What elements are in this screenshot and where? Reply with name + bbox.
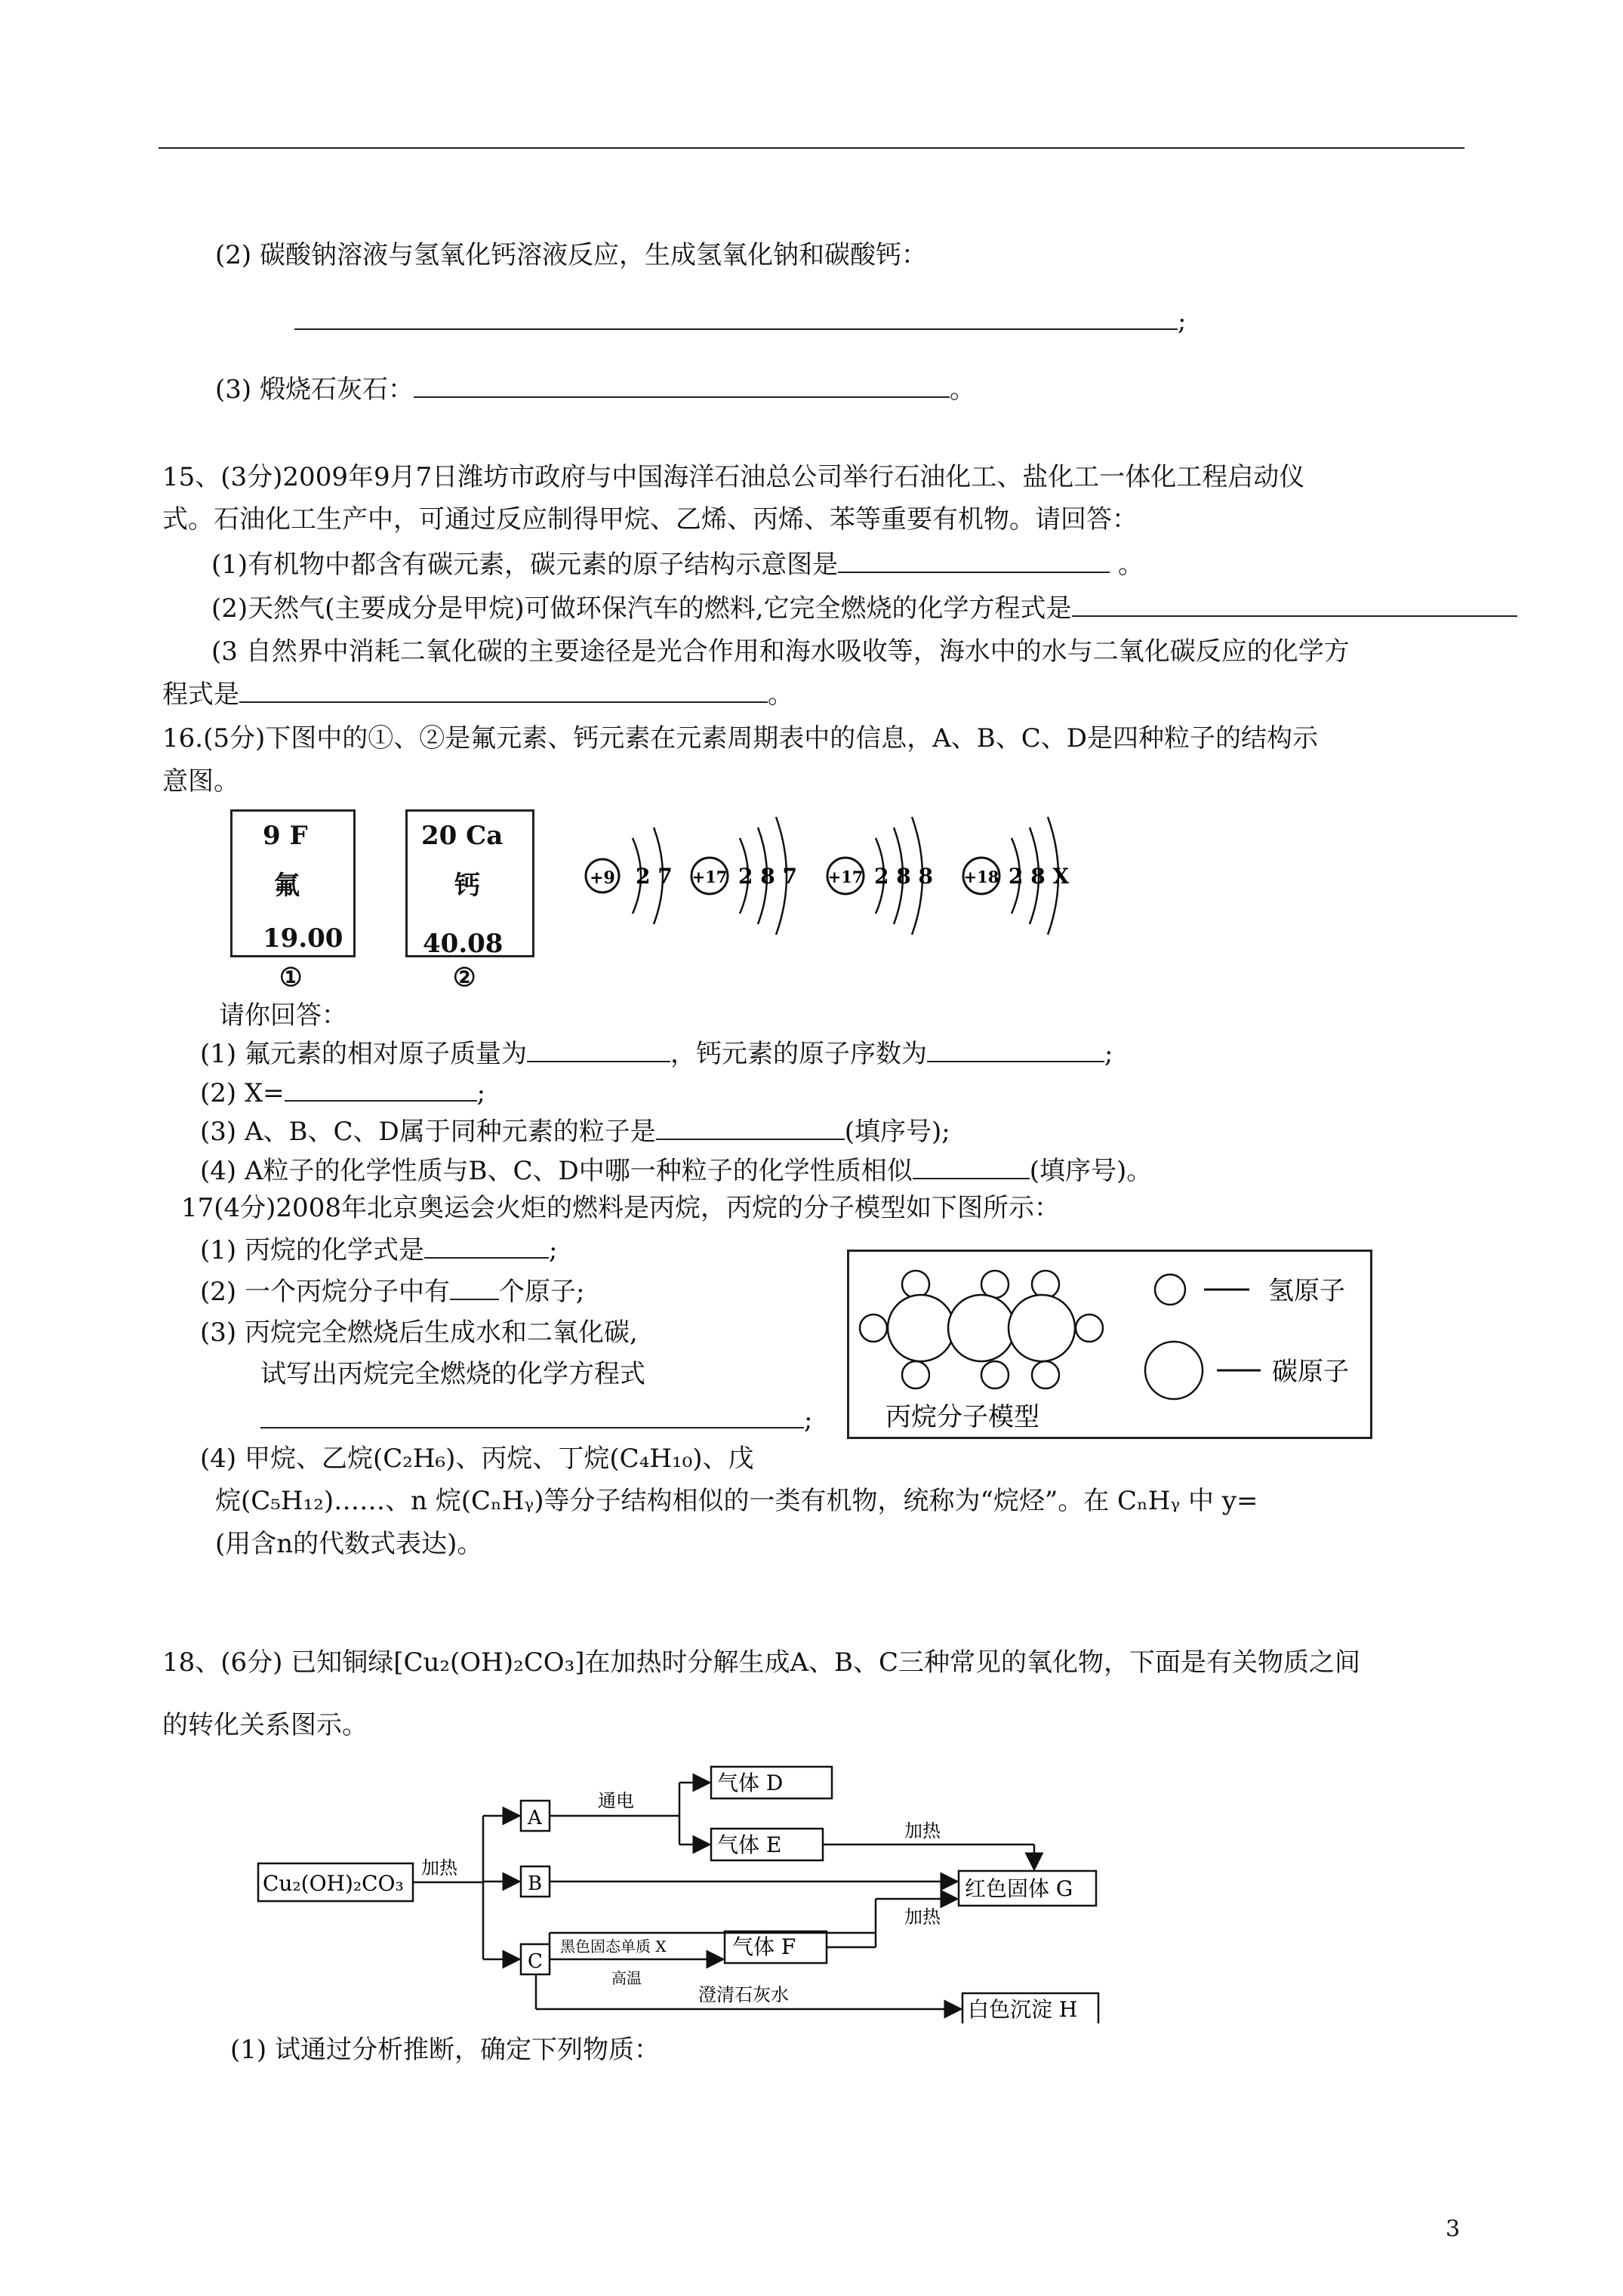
svg-text:A: A: [528, 1807, 542, 1829]
svg-text:气体 E: 气体 E: [717, 1832, 782, 1857]
svg-text:2 8 7: 2 8 7: [738, 864, 797, 889]
periodic-card-fluorine: 9 F 氟 19.00: [230, 809, 356, 957]
svg-text:加热: 加热: [904, 1906, 941, 1928]
q18-a1: (1) 试通过分析推断，确定下列物质：: [230, 2035, 660, 2065]
svg-text:澄清石灰水: 澄清石灰水: [698, 1984, 789, 2005]
q16-a3: (3) A、B、C、D属于同种元素的粒子是 (填序号);: [200, 1117, 950, 1147]
svg-text:氢原子: 氢原子: [1268, 1276, 1345, 1306]
card-label-2: ②: [453, 963, 476, 993]
q16-a1: (1) 氟元素的相对原子质量为 ，钙元素的原子序数为 ;: [200, 1039, 1113, 1069]
page-number: 3: [1446, 2216, 1461, 2242]
svg-text:通电: 通电: [598, 1790, 634, 1811]
q15-q2: (2)天然气(主要成分是甲烷)可做环保汽车的燃料,它完全燃烧的化学方程式是: [211, 593, 1517, 624]
svg-text:+17: +17: [691, 868, 728, 886]
svg-text:黑色固态单质 X: 黑色固态单质 X: [560, 1937, 667, 1955]
q14-p3: (3) 煅烧石灰石： 。: [215, 374, 975, 405]
q16-a2: (2) X= ;: [200, 1078, 486, 1108]
atom-c: [827, 817, 933, 989]
propane-model-figure: [847, 1250, 1372, 1439]
q14-p2: (2) 碳酸钠溶液与氢氧化钙溶液反应，生成氢氧化钠和碳酸钙：: [215, 240, 927, 270]
svg-text:碳原子: 碳原子: [1272, 1357, 1349, 1387]
svg-text:气体 D: 气体 D: [717, 1771, 784, 1795]
svg-text:2 8 8: 2 8 8: [874, 864, 933, 889]
svg-text:白色沉淀 H: 白色沉淀 H: [968, 1997, 1078, 2022]
svg-text:2 7: 2 7: [636, 864, 673, 889]
q18-line2: 的转化关系图示。: [162, 1710, 368, 1740]
q16-intro: 请你回答：: [219, 1000, 347, 1031]
atom-a: [586, 827, 673, 989]
svg-text:+9: +9: [590, 868, 615, 888]
q17-a3-answer: ;: [260, 1404, 812, 1436]
svg-text:加热: 加热: [904, 1820, 941, 1841]
q17-a2: (2) 一个丙烷分子中有 个原子;: [200, 1277, 585, 1307]
q16-a4: (4) A粒子的化学性质与B、C、D中哪一种粒子的化学性质相似 (填序号)。: [200, 1156, 1153, 1186]
propane-molecule: [849, 1252, 1370, 1437]
q15-q1: (1)有机物中都含有碳元素，碳元素的原子结构示意图是 。: [211, 550, 1144, 580]
header-rule: [159, 147, 1464, 149]
svg-text:丙烷分子模型: 丙烷分子模型: [885, 1402, 1039, 1432]
q15-q3-cont: 程式是 。: [162, 680, 793, 710]
q17-a1: (1) 丙烷的化学式是 ;: [200, 1235, 558, 1265]
periodic-card-calcium: 20 Ca 钙 40.08: [405, 809, 534, 957]
q15-line1: 15、(3分)2009年9月7日潍坊市政府与中国海洋石油总公司举行石油化工、盐化工一体化工程启动仪: [162, 462, 1305, 492]
q17-a3b: 试写出丙烷完全燃烧的化学方程式: [260, 1359, 645, 1389]
svg-text:加热: 加热: [421, 1857, 457, 1878]
atom-structure-diagrams: [574, 808, 1117, 989]
svg-text:红色固体 G: 红色固体 G: [965, 1876, 1073, 1901]
q17-a4c: (用含n的代数式表达)。: [215, 1529, 483, 1559]
q17-a3: (3) 丙烷完全燃烧后生成水和二氧化碳,: [200, 1318, 638, 1348]
svg-text:C: C: [528, 1950, 543, 1973]
svg-text:Cu₂(OH)₂CO₃: Cu₂(OH)₂CO₃: [263, 1871, 404, 1896]
svg-text:2 8 X: 2 8 X: [1009, 864, 1070, 889]
conversion-flowchart: [249, 1759, 1117, 2023]
q15-line2: 式。石油化工生产中，可通过反应制得甲烷、乙烯、丙烯、苯等重要有机物。请回答：: [162, 504, 1138, 535]
q17-line1: 17(4分)2008年北京奥运会火炬的燃料是丙烷，丙烷的分子模型如下图所示：: [181, 1193, 1060, 1223]
card-label-1: ①: [279, 963, 303, 993]
q15-q3: (3 自然界中消耗二氧化碳的主要途径是光合作用和海水吸收等，海水中的水与二氧化碳反应的化学方: [211, 636, 1350, 667]
svg-text:气体 F: 气体 F: [732, 1934, 796, 1959]
svg-text:+17: +17: [827, 868, 864, 886]
svg-text:B: B: [528, 1872, 543, 1895]
svg-text:高温: 高温: [611, 1969, 642, 1987]
svg-text:+18: +18: [963, 868, 999, 886]
atom-b: [691, 817, 797, 989]
q16-line1: 16.(5分)下图中的①、②是氟元素、钙元素在元素周期表中的信息，A、B、C、D是四种粒子的结构示: [162, 723, 1319, 754]
q16-line2: 意图。: [162, 766, 239, 797]
q17-a4: (4) 甲烷、乙烷(C₂H₆)、丙烷、丁烷(C₄H₁₀)、戊: [200, 1444, 754, 1474]
q17-a4b: 烷(C₅H₁₂)……、n 烷(CₙHᵧ)等分子结构相似的一类有机物，统称为“烷烃”。在 CₙHᵧ 中 y=: [215, 1486, 1258, 1516]
q14-p2-answer-line: ;: [294, 306, 1186, 337]
atom-d: [963, 817, 1069, 989]
q18-line1: 18、(6分) 已知铜绿[Cu₂(OH)₂CO₃]在加热时分解生成A、B、C三种常见的氧化物，下面是有关物质之间: [162, 1647, 1361, 1678]
